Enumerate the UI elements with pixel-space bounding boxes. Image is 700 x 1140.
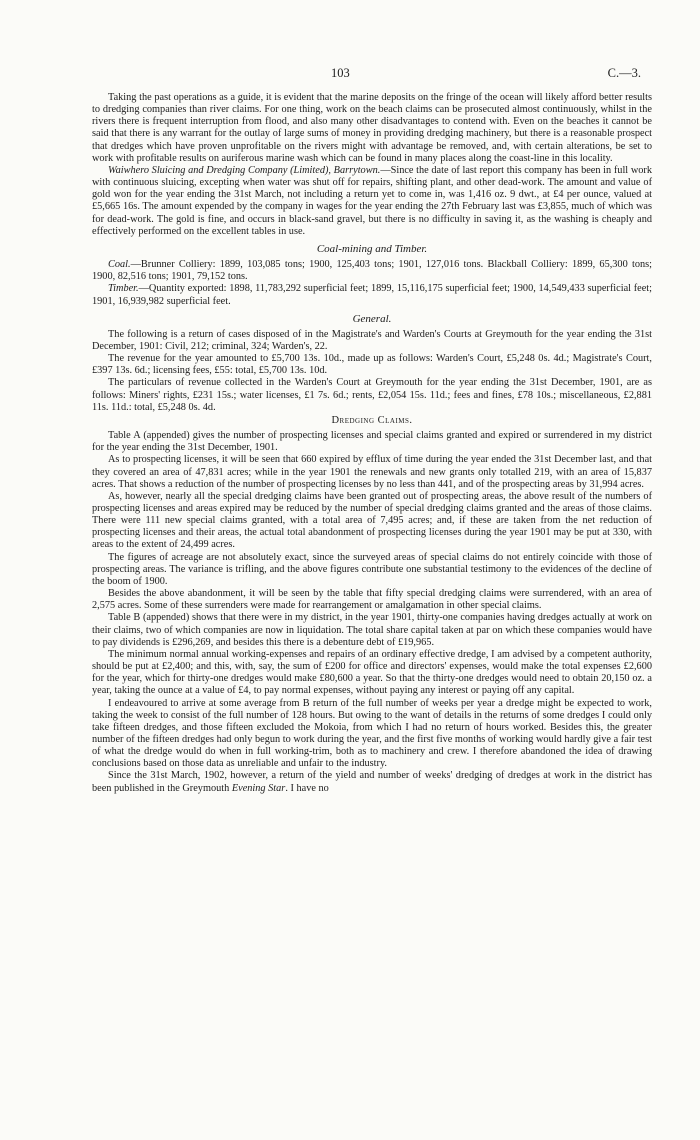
paragraph-table-b: Table B (appended) shows that there were in my district, in the year 1901, thirty-one companies having dredges actually at work on their claims, two of which companies are now in liquidation. The total share capital taken at par on which these companies would have to pay dividends is £296,269, and besides this there is a debenture debt of £19,965. <box>92 612 652 648</box>
page-header <box>0 66 700 82</box>
section-heading-general: General. <box>352 312 392 325</box>
paragraph-average-weeks: I endeavoured to arrive at some average from B return of the full number of weeks per year a dredge might be expected to work, taking the week to consist of the full number of 128 hours. But owing to the want of details in the returns of some dredges I could only take fifteen dredges, and those fifteen excluded the Mokoia, from which I had no return of hours worked. Besides this, the greater number of the fifteen dredges had only begun to work during the year, and the first five months of working would hardly give a fair test of what the dredge would do when in full working-trim, both as to machinery and crew. I therefore abandoned the idea of drawing conclusions based on those data as unreliable and unfair to the industry. <box>92 697 652 770</box>
paragraph-acreage: The figures of acreage are not absolutely exact, since the surveyed areas of special claims do not entirely coincide with those of prospecting areas. The variance is trifling, and the above figures contribute one substantial testimony to the evidences of the decline of the boom of 1900. <box>92 551 652 587</box>
paragraph-warden-revenue: The particulars of revenue collected in the Warden's Court at Greymouth for the year ending the 31st December, 1901, are as follows: Miners' rights, £231 15s.; water licenses, £1 7s. 6d.; rents, £2,054 15s. 11d.; fees and fines, £78 10s.; miscellaneous, £2,881 11s. 11d.: total, £5,248 0s. 4d. <box>92 377 652 413</box>
paragraph-table-a: Table A (appended) gives the number of prospecting licenses and special claims granted and expired or surrendered in my district for the year ending the 31st December, 1901. <box>92 430 652 454</box>
paragraph-prospecting-licenses: As to prospecting licenses, it will be seen that 660 expired by efflux of time during the year ended the 31st December last, and that they covered an area of 47,831 acres; while in the year 1901 the renewals and new grants only totalled 219, with an area of 15,837 acres. That shows a reduction of the number of prospecting licenses by no less than 441, and of the prospecting areas by 31,994 acres. <box>92 454 652 490</box>
paragraph-waiwhero-company: Waiwhero Sluicing and Dredging Company (Limited), Barrytown.—Since the date of last report this company has been in full work with continuous sluicing, excepting when water was shut off for repairs, shifting plant, and other dead-work. The amount and value of gold won for the year ending the 31st March, not including a return yet to come in, was 1,416 oz. 9 dwt., at £4 per ounce, valued at £5,665 16s. The amount expended by the company in wages for the year ending the 27th February last was £3,855, much of which was for dead-work. The gold is fine, and occurs in black-sand gravel, but there is no difficulty in saving it, as the washing is cheaply and effectively performed on the excellent tables in use. <box>92 164 652 237</box>
paragraph-working-expenses: The minimum normal annual working-expenses and repairs of an ordinary effective dredge, I am advised by a competent authority, should be put at £2,400; and this, with, say, the sum of £200 for office and directors' expenses, would make the total expenses £2,600 for the year, which for thirty-one dredges would make £80,600 a year. So that the thirty-one dredges would need to obtain 20,150 oz. a year, taking the ounce at a value of £4, to pay normal expenses, without paying any interest or paying off any capital. <box>92 648 652 697</box>
paragraph-marine-deposits: Taking the past operations as a guide, it is evident that the marine deposits on the fringe of the ocean will likely afford better results to dredging companies than river claims. For one thing, work on the beach claims can be prosecuted almost continuously, whilst in the rivers there is frequent interruption from flood, and also many other disadvantages to contend with. Even on the beaches it cannot be said that there is any warrant for the outlay of large sums of money in providing dredging machinery, but there is a reasonable prospect that dredges which have proven unprofitable on the rivers might with advantage be removed, and, with certain alterations, be set to work with profitable results on auriferous marine wash which can be found in many places along the coast-line in this locality. <box>92 92 652 164</box>
paragraph-court-cases: The following is a return of cases disposed of in the Magistrate's and Warden's Courts at Greymouth for the year ending the 31st December, 1901: Civil, 212; criminal, 324; Warden's, 22. <box>92 328 652 352</box>
paragraph-coal: Coal.—Brunner Colliery: 1899, 103,085 tons; 1900, 125,403 tons; 1901, 127,016 tons. Blackball Colliery: 1899, 65,300 tons; 1900, 82,516 tons; 1901, 79,152 tons. <box>92 259 652 283</box>
section-heading-coal-timber: Coal-mining and Timber. <box>316 242 428 255</box>
paragraph-revenue: The revenue for the year amounted to £5,700 13s. 10d., made up as follows: Warden's Court, £5,248 0s. 4d.; Magistrate's Court, £397 13s. 6d.; licensing fees, £55: total, £5,700 13s. 10d. <box>92 353 652 377</box>
paragraph-surrenders: Besides the above abandonment, it will be seen by the table that fifty special dredging claims were surrendered, with an area of 2,575 acres. Some of these surrenders were made for rearrangement or amalgamation in other special claims. <box>92 588 652 612</box>
document-reference: C.—3. <box>607 66 641 80</box>
section-heading-dredging-claims: Dredging Claims. <box>331 414 413 426</box>
paragraph-special-claims: As, however, nearly all the special dredging claims have been granted out of prospecting areas, the above result of the numbers of prospecting licenses and areas expired may be reduced by the number of special dredging claims granted and the areas of those claims. There were 111 new special claims granted, with a total area of 7,495 acres; and, if these are taken from the net reduction of prospecting licenses and their areas, the actual total abandonment of prospecting licenses during the year 1901 may be put at 330, with areas to the extent of 24,499 acres. <box>92 490 652 551</box>
newspaper-name: Evening Star <box>231 782 286 794</box>
page-body <box>92 92 652 795</box>
company-name: Waiwhero Sluicing and Dredging Company (Limited), Barrytown. <box>108 164 381 176</box>
paragraph-timber: Timber.—Quantity exported: 1898, 11,783,292 superficial feet; 1899, 15,116,175 superficial feet; 1900, 14,549,433 superficial feet; 1901, 16,939,982 superficial feet. <box>92 283 652 307</box>
paragraph-evening-star: Since the 31st March, 1902, however, a return of the yield and number of weeks' dredging of dredges at work in the district has been published in the Greymouth Evening Star. I have no <box>92 770 652 794</box>
page-number: 103 <box>331 66 350 80</box>
